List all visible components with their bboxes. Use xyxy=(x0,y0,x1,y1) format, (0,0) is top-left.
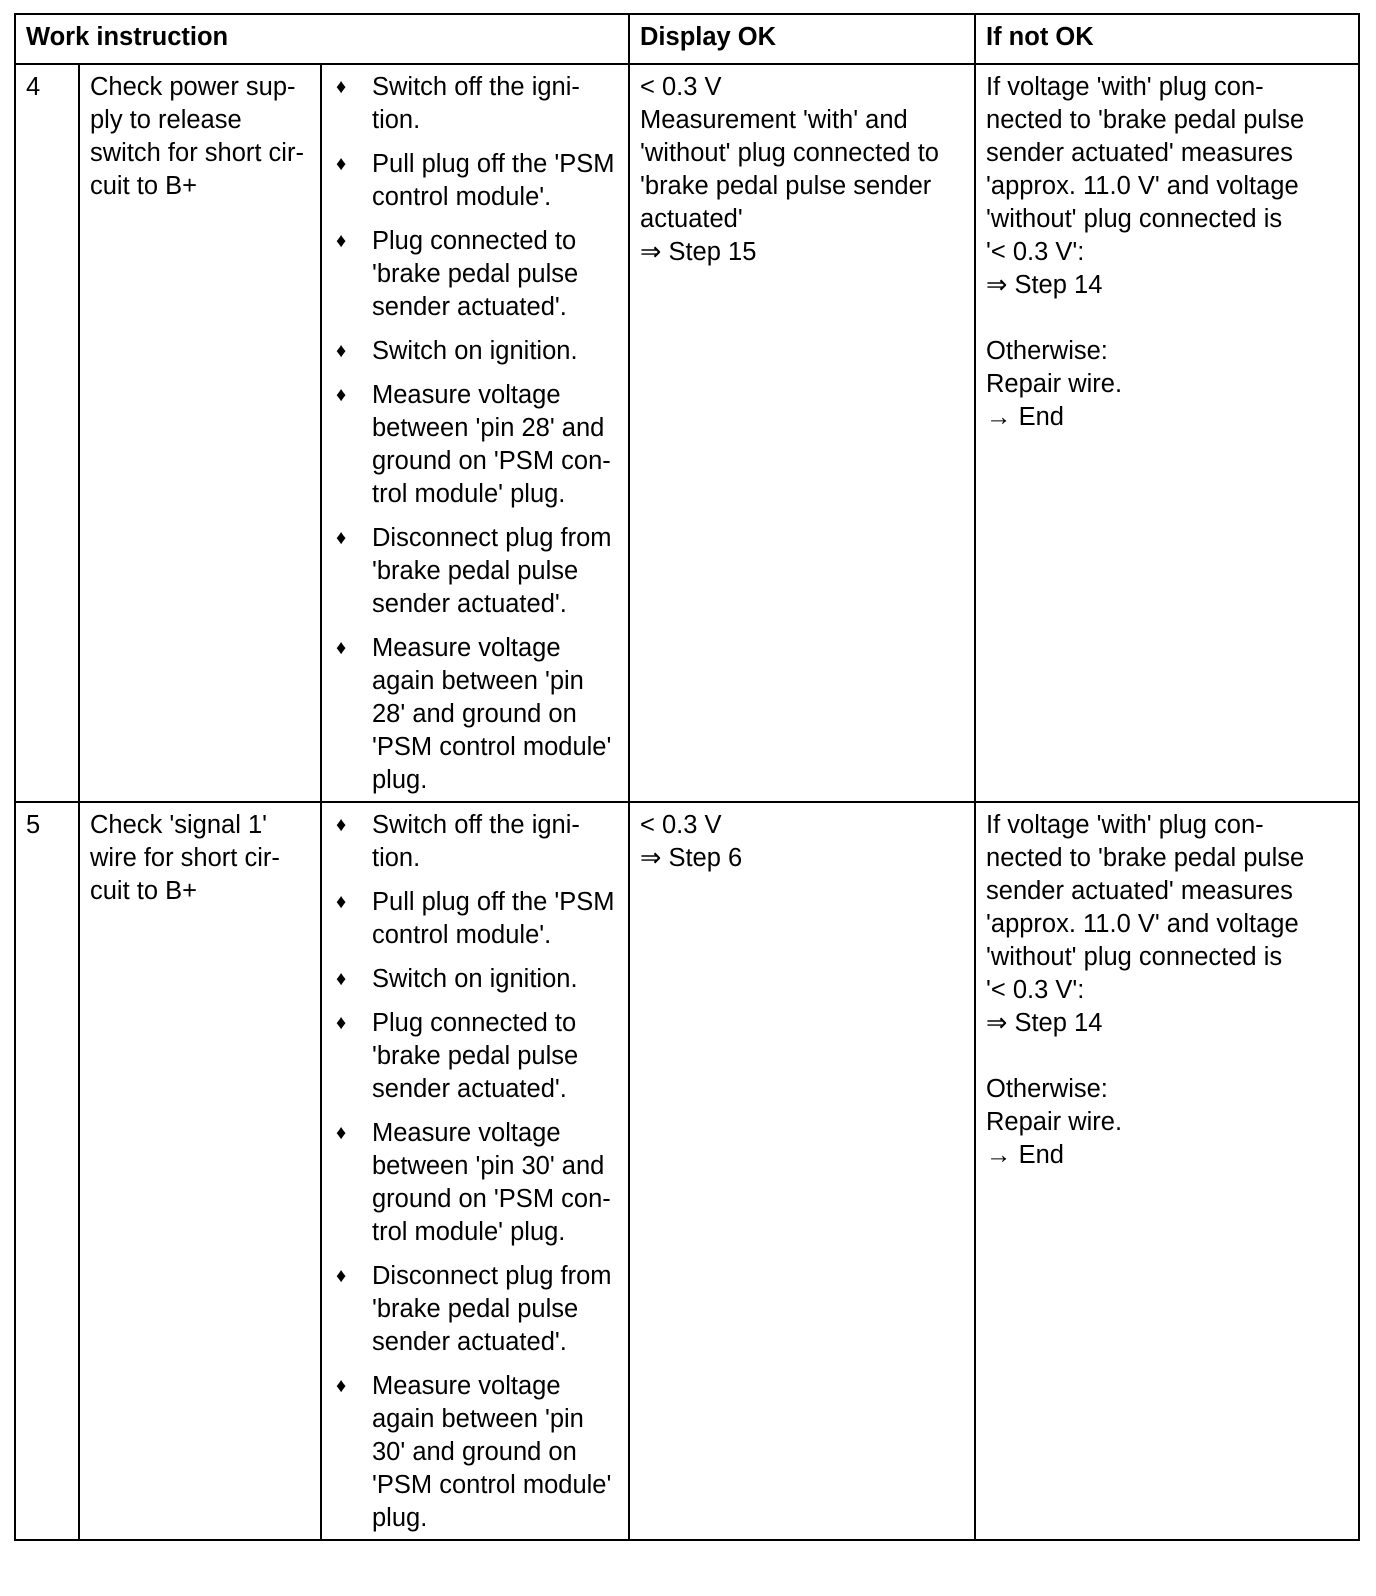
display-ok-text: ⇒ Step 15 xyxy=(640,238,757,266)
diamond-bullet-icon: ♦ xyxy=(336,891,347,913)
diamond-bullet-icon: ♦ xyxy=(336,637,347,659)
instruction-item xyxy=(332,886,618,952)
instruction-item xyxy=(332,1370,618,1535)
diamond-bullet-icon: ♦ xyxy=(336,1012,347,1034)
instruction-text: Switch on ignition. xyxy=(372,965,578,993)
display-ok-cell xyxy=(629,64,975,802)
instruction-steps-cell xyxy=(321,802,629,1540)
display-ok-text: < 0.3 V xyxy=(640,811,722,839)
instruction-item xyxy=(332,963,618,996)
instruction-item xyxy=(332,809,618,875)
instruction-text: Pull plug off the 'PSM control module'. xyxy=(372,150,615,211)
instruction-text: Disconnect plug from 'brake pedal pulse sender actuated'. xyxy=(372,524,612,618)
step-number: 4 xyxy=(15,64,79,802)
diamond-bullet-icon: ♦ xyxy=(336,384,347,406)
instruction-text: Measure voltage again between 'pin 30' and ground on 'PSM control module' plug. xyxy=(372,1372,612,1532)
instruction-item xyxy=(332,632,618,797)
diamond-bullet-icon: ♦ xyxy=(336,340,347,362)
diamond-bullet-icon: ♦ xyxy=(336,153,347,175)
instruction-text: Plug connected to 'brake pedal pulse sender actuated'. xyxy=(372,227,579,321)
instruction-item xyxy=(332,225,618,324)
instruction-text: Disconnect plug from 'brake pedal pulse sender actuated'. xyxy=(372,1262,612,1356)
instruction-item xyxy=(332,71,618,137)
diamond-bullet-icon: ♦ xyxy=(336,527,347,549)
step-title-cell xyxy=(79,64,321,802)
instruction-item xyxy=(332,335,618,368)
instruction-steps-cell xyxy=(321,64,629,802)
step-title-cell xyxy=(79,802,321,1540)
if-not-ok-cell xyxy=(975,64,1359,802)
header-if-not-ok: If not OK xyxy=(975,14,1359,64)
instruction-text: Measure voltage again between 'pin 28' and ground on 'PSM control module' plug. xyxy=(372,634,612,794)
header-display-ok: Display OK xyxy=(629,14,975,64)
diamond-bullet-icon: ♦ xyxy=(336,230,347,252)
display-ok-text: ⇒ Step 6 xyxy=(640,844,743,872)
table-header-row xyxy=(15,14,1359,64)
diamond-bullet-icon: ♦ xyxy=(336,814,347,836)
instruction-item xyxy=(332,1260,618,1359)
instruction-item xyxy=(332,522,618,621)
step-title: Check 'signal 1' wire for short cir- cuit to B+ xyxy=(90,811,280,905)
diamond-bullet-icon: ♦ xyxy=(336,1265,347,1287)
if-not-ok-condition: If voltage 'with' plug con- nected to 'brake pedal pulse sender actuated' measures 'approx. 11.0 V' and voltage 'without' plug connected is '< 0.3 V': ⇒ Step 14 xyxy=(986,73,1305,299)
header-work-instruction: Work instruction xyxy=(15,14,629,64)
instruction-list xyxy=(332,71,618,797)
step-number: 5 xyxy=(15,802,79,1540)
instruction-text: Measure voltage between 'pin 28' and ground on 'PSM con- trol module' plug. xyxy=(372,381,611,508)
instruction-text: Plug connected to 'brake pedal pulse sender actuated'. xyxy=(372,1009,579,1103)
diamond-bullet-icon: ♦ xyxy=(336,1375,347,1397)
display-ok-text: Measurement 'with' and 'without' plug connected to 'brake pedal pulse sender actuated' xyxy=(640,106,939,233)
if-not-ok-condition: If voltage 'with' plug con- nected to 'brake pedal pulse sender actuated' measures 'approx. 11.0 V' and voltage 'without' plug connected is '< 0.3 V': ⇒ Step 14 xyxy=(986,811,1305,1037)
instruction-list xyxy=(332,809,618,1535)
instruction-text: Switch on ignition. xyxy=(372,337,578,365)
display-ok-text: < 0.3 V xyxy=(640,73,722,101)
table-row xyxy=(15,802,1359,1540)
paragraph-spacer xyxy=(986,302,1348,335)
instruction-item xyxy=(332,1117,618,1249)
step-title: Check power sup- ply to release switch for short cir- cuit to B+ xyxy=(90,73,304,200)
if-not-ok-cell xyxy=(975,802,1359,1540)
if-not-ok-otherwise: Otherwise: Repair wire. → End xyxy=(986,337,1123,431)
instruction-text: Switch off the igni- tion. xyxy=(372,73,580,134)
if-not-ok-otherwise: Otherwise: Repair wire. → End xyxy=(986,1075,1123,1169)
diamond-bullet-icon: ♦ xyxy=(336,76,347,98)
instruction-text: Switch off the igni- tion. xyxy=(372,811,580,872)
diamond-bullet-icon: ♦ xyxy=(336,968,347,990)
instruction-item xyxy=(332,148,618,214)
instruction-text: Pull plug off the 'PSM control module'. xyxy=(372,888,615,949)
display-ok-cell xyxy=(629,802,975,1540)
table-row xyxy=(15,64,1359,802)
instruction-item xyxy=(332,379,618,511)
work-instruction-table xyxy=(14,13,1360,1541)
instruction-text: Measure voltage between 'pin 30' and ground on 'PSM con- trol module' plug. xyxy=(372,1119,611,1246)
paragraph-spacer xyxy=(986,1040,1348,1073)
instruction-item xyxy=(332,1007,618,1106)
diamond-bullet-icon: ♦ xyxy=(336,1122,347,1144)
